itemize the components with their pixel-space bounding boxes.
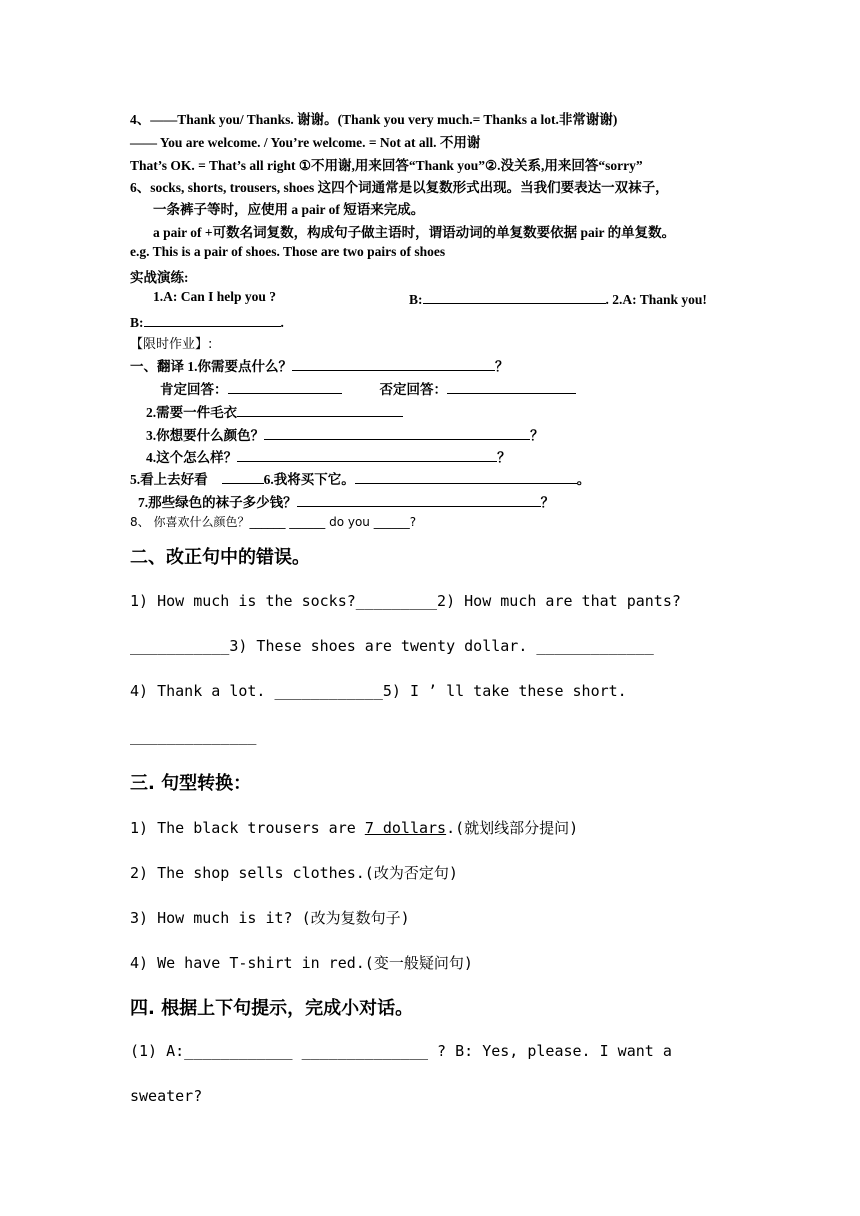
part3-title: 三. 句型转换： [130,773,252,794]
homework-t3-qmark: ？ [530,428,544,443]
homework-t4 [146,446,511,466]
homework-t5-text: 5.看上去好看 [130,472,208,487]
homework-t3-text: 3.你想要什么颜色？ [146,428,265,443]
homework-t7-text: 7.那些绿色的袜子多少钱？ [138,495,297,510]
homework-t8: 8、 你喜欢什么颜色？______ ______ do you ______? [130,515,417,529]
practice-q2-blank[interactable] [144,312,281,327]
part3-s4: 4) We have T-shirt in red.(变一般疑问句) [130,954,473,972]
note-thank-you: 4、——Thank you/ Thanks. 谢谢。(Thank you very much.= Thanks a lot.非常谢谢) [130,112,618,127]
practice-q1-blank[interactable] [423,289,606,304]
homework-t4-blank[interactable] [237,447,497,462]
homework-t2 [146,401,403,421]
practice-q1-b-label: B: [409,292,423,307]
homework-t6-text: 6.我将买下它。 [263,472,355,487]
homework-t7 [138,491,554,511]
part4-dialog1: (1) A:____________ ______________ ? B: Yes, please. I want a [130,1042,672,1060]
homework-t6-blank[interactable] [355,469,577,484]
homework-yes-no [160,378,576,398]
part2-row3: 4) Thank a lot. ____________5) I ’ ll take these short. [130,682,627,700]
practice-q1-answer [409,289,707,308]
note-pair-of-rule: a pair of +可数名词复数，构成句子做主语时，谓语动词的单复数要依据 pair 的单复数。 [153,225,676,240]
practice-q1-question: 1.A: Can I help you ? [153,289,277,304]
homework-title: 【限时作业】: [130,337,213,352]
part3-s3: 3) How much is it? (改为复数句子) [130,909,410,927]
part4-title: 四. 根据上下句提示，完成小对话。 [130,998,414,1019]
practice-q2-answer [130,312,284,331]
note-thats-ok: That’s OK. = That’s all right ①不用谢,用来回答“Thank you”②.没关系,用来回答“sorry” [130,158,643,173]
note-example: e.g. This is a pair of shoes. Those are two pairs of shoes [130,244,446,259]
homework-t4-text: 4.这个怎么样？ [146,450,238,465]
homework-t3-blank[interactable] [264,425,530,440]
note-you-are-welcome: —— You are welcome. / You’re welcome. = Not at all. 不用谢 [130,135,481,150]
homework-t7-blank[interactable] [297,492,541,507]
note-pair-of: 一条裤子等时，应使用 a pair of 短语来完成。 [153,202,425,217]
practice-q2-period: . [280,315,284,330]
part2-row1: 1) How much is the socks?_________2) How much are that pants? [130,592,681,610]
homework-t1-qmark: ？ [495,359,509,374]
part2-row4: ______________ [130,727,257,745]
homework-t1-text: 一、翻译 1.你需要点什么？ [130,359,292,374]
homework-t1-blank[interactable] [292,356,495,371]
part3-s1 [130,817,578,838]
homework-no-label: 否定回答： [379,382,447,397]
part3-s1-start: 1) The black trousers are [130,819,365,837]
practice-title: 实战演练: [130,270,189,285]
part3-s1-underlined: 7 dollars [364,819,447,837]
homework-t5-blank[interactable] [222,469,264,484]
homework-t4-qmark: ？ [497,450,511,465]
homework-t2-text: 2.需要一件毛衣 [146,405,238,420]
part3-s2: 2) The shop sells clothes.(改为否定句) [130,864,458,882]
practice-q2-b-label: B: [130,315,144,330]
homework-no-blank[interactable] [447,379,576,394]
part2-title: 二、改正句中的错误。 [130,547,310,568]
homework-t1 [130,355,509,375]
homework-yes-label: 肯定回答： [160,382,228,397]
homework-t7-qmark: ？ [540,495,555,510]
homework-t5-t6 [130,468,590,488]
homework-yes-blank[interactable] [228,379,342,394]
homework-t6-period: 。 [576,472,591,487]
note-plural-nouns: 6、socks, shorts, trousers, shoes 这四个词通常是以复数形式出现。当我们要表达一双袜子， [130,180,669,195]
practice-q2-question: . 2.A: Thank you! [605,292,707,307]
part2-row2: ___________3) These shoes are twenty dollar. _____________ [130,637,654,655]
part3-s1-end: .(就划线部分提问) [446,819,579,837]
part4-dialog2: sweater? [130,1087,203,1105]
homework-t2-blank[interactable] [237,402,403,417]
homework-t3 [146,424,544,444]
